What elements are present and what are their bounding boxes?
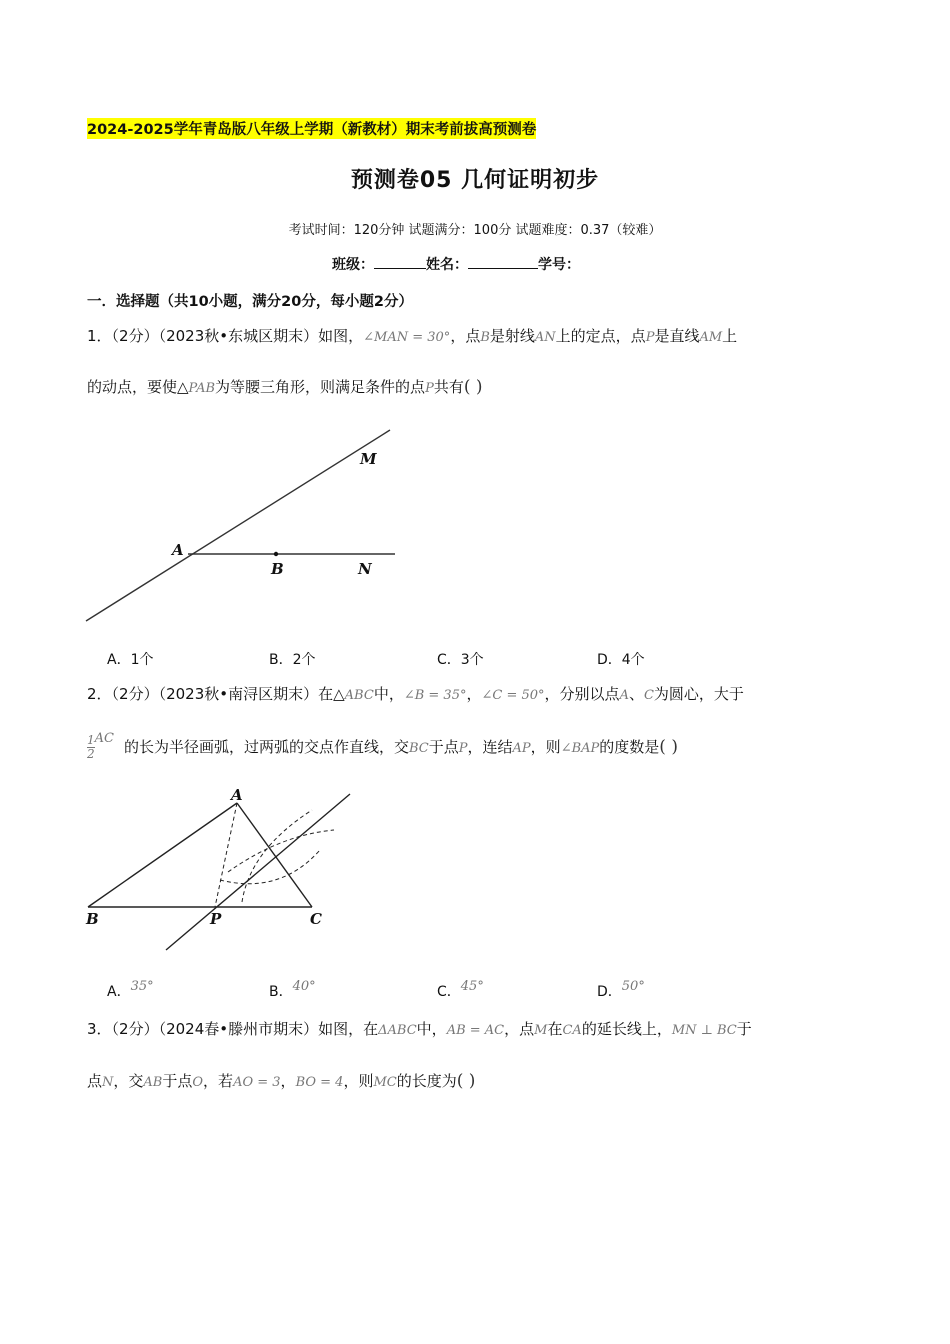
question-text: ，交 — [113, 1072, 144, 1090]
question-1-line-2 — [87, 376, 483, 397]
q2-option-a[interactable] — [107, 981, 154, 1001]
question-text: 为圆心，大于 — [653, 685, 744, 703]
question-text: 在△ — [318, 685, 345, 703]
question-text: ，分别以点 — [544, 685, 620, 703]
math-expression: AN — [534, 330, 556, 345]
student-info-row — [332, 254, 580, 274]
question-score: （2分） — [111, 327, 159, 345]
math-expression: AP — [512, 741, 531, 756]
q2-option-b[interactable] — [269, 981, 316, 1001]
question-number: 2． — [87, 685, 112, 703]
math-expression: C — [643, 688, 654, 703]
math-expression: ∠B = 35° — [403, 688, 467, 703]
class-label: 班级： — [332, 257, 374, 273]
math-expression: PAB — [188, 381, 216, 396]
label-p: P — [210, 910, 222, 928]
question-source: （2024春•滕州市期末） — [158, 1020, 319, 1038]
question-score: （2分） — [111, 685, 159, 703]
question-text: 、 — [628, 685, 644, 703]
fraction-denominator: 2 — [87, 747, 95, 761]
question-text: ， — [280, 1072, 296, 1090]
question-text: 于点 — [162, 1072, 193, 1090]
label-a: A — [231, 786, 243, 804]
question-text: 于点 — [428, 738, 459, 756]
math-expression: ΔABC — [378, 1023, 417, 1038]
option-letter: C． — [437, 984, 461, 1000]
option-value: 35° — [130, 979, 154, 994]
math-expression: P — [458, 741, 468, 756]
segment-ap — [215, 803, 237, 907]
math-expression: MN ⊥ BC — [671, 1023, 737, 1038]
question-text: 的度数是 — [599, 738, 660, 756]
exam-series-banner: 2024-2025学年青岛版八年级上学期（新教材）期末考前拔高预测卷 — [87, 118, 536, 139]
name-label: 姓名： — [426, 257, 468, 273]
question-3-line-1 — [87, 1018, 752, 1039]
question-text: 于 — [736, 1020, 752, 1038]
math-expression: BC — [409, 741, 429, 756]
math-expression: AM — [699, 330, 723, 345]
math-expression: AO = 3 — [233, 1075, 281, 1090]
question-2-figure — [80, 780, 370, 955]
name-blank[interactable] — [468, 268, 538, 269]
question-source: （2023秋•东城区期末） — [158, 327, 319, 345]
answer-bracket[interactable]: ( ) — [659, 737, 678, 757]
option-letter: B． — [269, 984, 293, 1000]
section-heading: 一．选择题（共10小题，满分20分，每小题2分） — [87, 294, 413, 310]
math-expression: ∠BAP — [560, 741, 600, 756]
question-text: 的动点，要使△ — [87, 378, 189, 396]
question-text: 上的定点，点 — [555, 327, 646, 345]
math-expression: O — [192, 1075, 204, 1090]
q1-option-b[interactable]: B．2个 — [269, 652, 316, 668]
student-no-label: 学号： — [538, 257, 580, 273]
question-text: 上 — [722, 327, 738, 345]
q2-option-d[interactable] — [597, 981, 645, 1001]
question-text: 的延长线上， — [581, 1020, 672, 1038]
math-expression: BO = 4 — [295, 1075, 344, 1090]
bisector-line — [166, 794, 350, 950]
side-ac — [237, 803, 312, 907]
question-score: （2分） — [111, 1020, 159, 1038]
q1-option-c[interactable]: C．3个 — [437, 652, 484, 668]
math-expression: B — [480, 330, 490, 345]
math-expression: ABC — [344, 688, 374, 703]
question-text: 在 — [547, 1020, 563, 1038]
question-text: 如图， — [318, 327, 364, 345]
math-expression: AB = AC — [446, 1023, 505, 1038]
question-text: 是直线 — [654, 327, 700, 345]
math-expression: M — [534, 1023, 548, 1038]
question-text: ，连结 — [467, 738, 513, 756]
question-text: ，点 — [504, 1020, 535, 1038]
question-1-figure — [80, 420, 410, 635]
label-b: B — [86, 910, 99, 928]
question-text: 是射线 — [489, 327, 535, 345]
label-m: M — [360, 450, 377, 468]
option-value: 45° — [460, 979, 484, 994]
math-expression: P — [645, 330, 655, 345]
question-source: （2023秋•南浔区期末） — [158, 685, 319, 703]
question-text: ，若 — [203, 1072, 234, 1090]
question-text: ， — [466, 685, 482, 703]
math-expression: MC — [373, 1075, 397, 1090]
arc-from-a — [228, 830, 334, 872]
question-text: ，点 — [450, 327, 481, 345]
question-1-line-1 — [87, 325, 737, 346]
question-text: 共有 — [433, 378, 464, 396]
question-text: 为等腰三角形，则满足条件的点 — [215, 378, 426, 396]
label-b: B — [271, 560, 284, 578]
q1-option-d[interactable]: D．4个 — [597, 652, 645, 668]
label-c: C — [310, 910, 322, 928]
math-expression: ∠C = 50° — [481, 688, 545, 703]
side-ab — [88, 803, 237, 907]
fraction-half — [87, 734, 95, 761]
page-title: 预测卷05 几何证明初步 — [350, 168, 600, 193]
answer-bracket[interactable]: ( ) — [456, 1071, 476, 1091]
line-am — [86, 430, 390, 621]
question-text: 如图，在 — [318, 1020, 379, 1038]
label-a: A — [172, 541, 184, 559]
question-text: 中， — [416, 1020, 447, 1038]
fraction-numerator: 1 — [87, 733, 95, 747]
math-expression: N — [102, 1075, 114, 1090]
q2-option-c[interactable] — [437, 981, 484, 1001]
question-2-line-1 — [87, 683, 744, 704]
question-text: 的长度为 — [396, 1072, 457, 1090]
question-text: ，则 — [343, 1072, 374, 1090]
question-text: 点 — [87, 1072, 103, 1090]
q1-option-a[interactable]: A．1个 — [107, 652, 154, 668]
question-text: 的长为半径画弧，过两弧的交点作直线，交 — [123, 738, 409, 756]
option-value: 40° — [292, 979, 316, 994]
question-text: ，则 — [530, 738, 561, 756]
answer-bracket[interactable]: ( ) — [463, 377, 483, 397]
option-letter: A． — [107, 984, 131, 1000]
math-expression: AC — [94, 731, 114, 746]
class-blank[interactable] — [374, 268, 426, 269]
point-b — [274, 552, 278, 556]
math-expression: P — [425, 381, 434, 396]
math-expression: CA — [562, 1023, 582, 1038]
math-expression: ∠MAN = 30° — [363, 330, 451, 345]
question-3-line-2 — [87, 1070, 475, 1091]
option-value: 50° — [621, 979, 645, 994]
question-number: 1． — [87, 327, 112, 345]
math-expression: AB — [143, 1075, 163, 1090]
option-letter: D． — [597, 984, 622, 1000]
question-number: 3． — [87, 1020, 112, 1038]
exam-meta: 考试时间：120分钟 试题满分：100分 试题难度：0.37（较难） — [288, 223, 662, 238]
question-text: 中， — [373, 685, 404, 703]
label-n: N — [358, 560, 372, 578]
math-expression: A — [619, 688, 629, 703]
question-2-line-2 — [87, 731, 678, 761]
